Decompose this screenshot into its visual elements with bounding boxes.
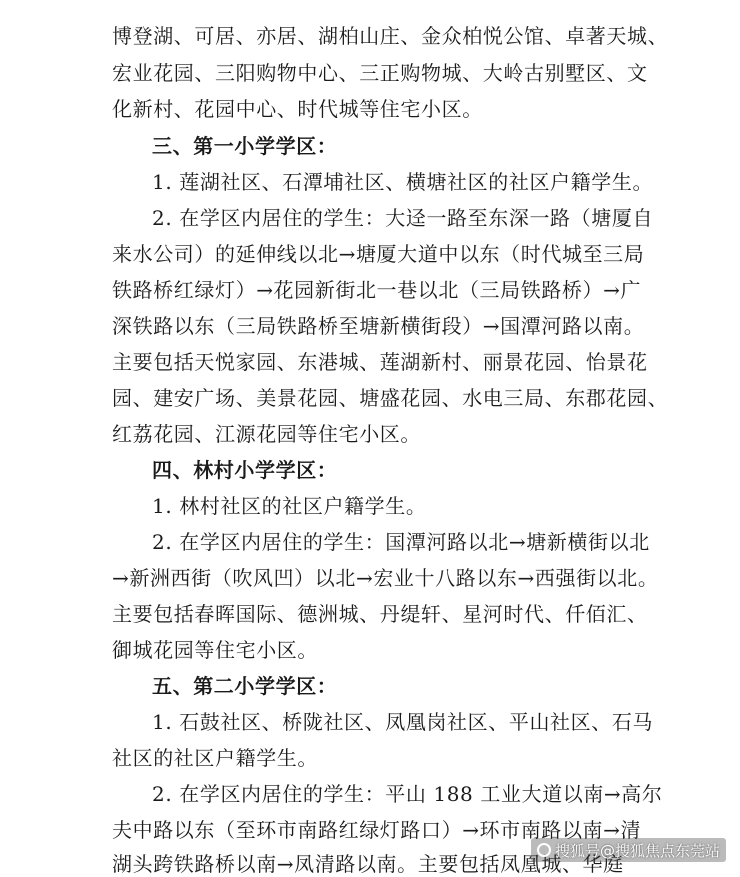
text-line: →新洲西街（吹风凹）以北→宏业十八路以东→西强街以北。 bbox=[112, 566, 659, 590]
section-heading: 四、林村小学学区： bbox=[152, 458, 338, 482]
text-line: 来水公司）的延伸线以北→塘厦大道中以东（时代城至三局 bbox=[112, 242, 645, 266]
text-line: 园、建安广场、美景花园、塘盛花园、水电三局、东郡花园、 bbox=[112, 386, 669, 410]
text-line: 湖头跨铁路桥以南→凤清路以南。主要包括凤凰城、华庭 bbox=[112, 852, 624, 876]
sohu-logo-icon bbox=[537, 843, 551, 857]
text-line: 主要包括春晖国际、德洲城、丹缇轩、星河时代、仟佰汇、 bbox=[112, 602, 648, 626]
watermark-text: 搜狐号@搜狐焦点东莞站 bbox=[554, 841, 720, 860]
section-heading: 三、第一小学学区： bbox=[152, 134, 338, 158]
text-line: 主要包括天悦家园、东港城、莲湖新村、丽景花园、怡景花 bbox=[112, 350, 648, 374]
text-line: 化新村、花园中心、时代城等住宅小区。 bbox=[112, 97, 483, 121]
text-line: 红荔花园、江源花园等住宅小区。 bbox=[112, 422, 421, 446]
text-line: 深铁路以东（三局铁路桥至塘新横街段）→国潭河路以南。 bbox=[112, 314, 645, 338]
section-heading: 五、第二小学学区： bbox=[152, 674, 338, 698]
text-line: 宏业花园、三阳购物中心、三正购物城、大岭古别墅区、文 bbox=[112, 61, 648, 85]
text-line: 社区的社区户籍学生。 bbox=[112, 746, 318, 770]
list-item: 1. 石鼓社区、桥陇社区、凤凰岗社区、平山社区、石马 bbox=[152, 710, 654, 734]
list-item: 1. 莲湖社区、石潭埔社区、横塘社区的社区户籍学生。 bbox=[152, 170, 654, 194]
list-item: 2. 在学区内居住的学生：平山 188 工业大道以南→高尔 bbox=[152, 782, 663, 806]
watermark bbox=[531, 838, 726, 862]
text-line: 铁路桥红绿灯）→花园新街北一巷以北（三局铁路桥）→广 bbox=[112, 278, 642, 302]
text-line: 御城花园等住宅小区。 bbox=[112, 638, 318, 662]
text-line: 夫中路以东（至环市南路红绿灯路口）→环市南路以南→清 bbox=[112, 818, 642, 842]
text-line: 博登湖、可居、亦居、湖柏山庄、金众柏悦公馆、卓著天城、 bbox=[112, 24, 669, 48]
list-item: 2. 在学区内居住的学生：国潭河路以北→塘新横街以北 bbox=[152, 530, 650, 554]
list-item: 2. 在学区内居住的学生：大迳一路至东深一路（塘厦自 bbox=[152, 206, 654, 230]
list-item: 1. 林村社区的社区户籍学生。 bbox=[152, 494, 427, 518]
